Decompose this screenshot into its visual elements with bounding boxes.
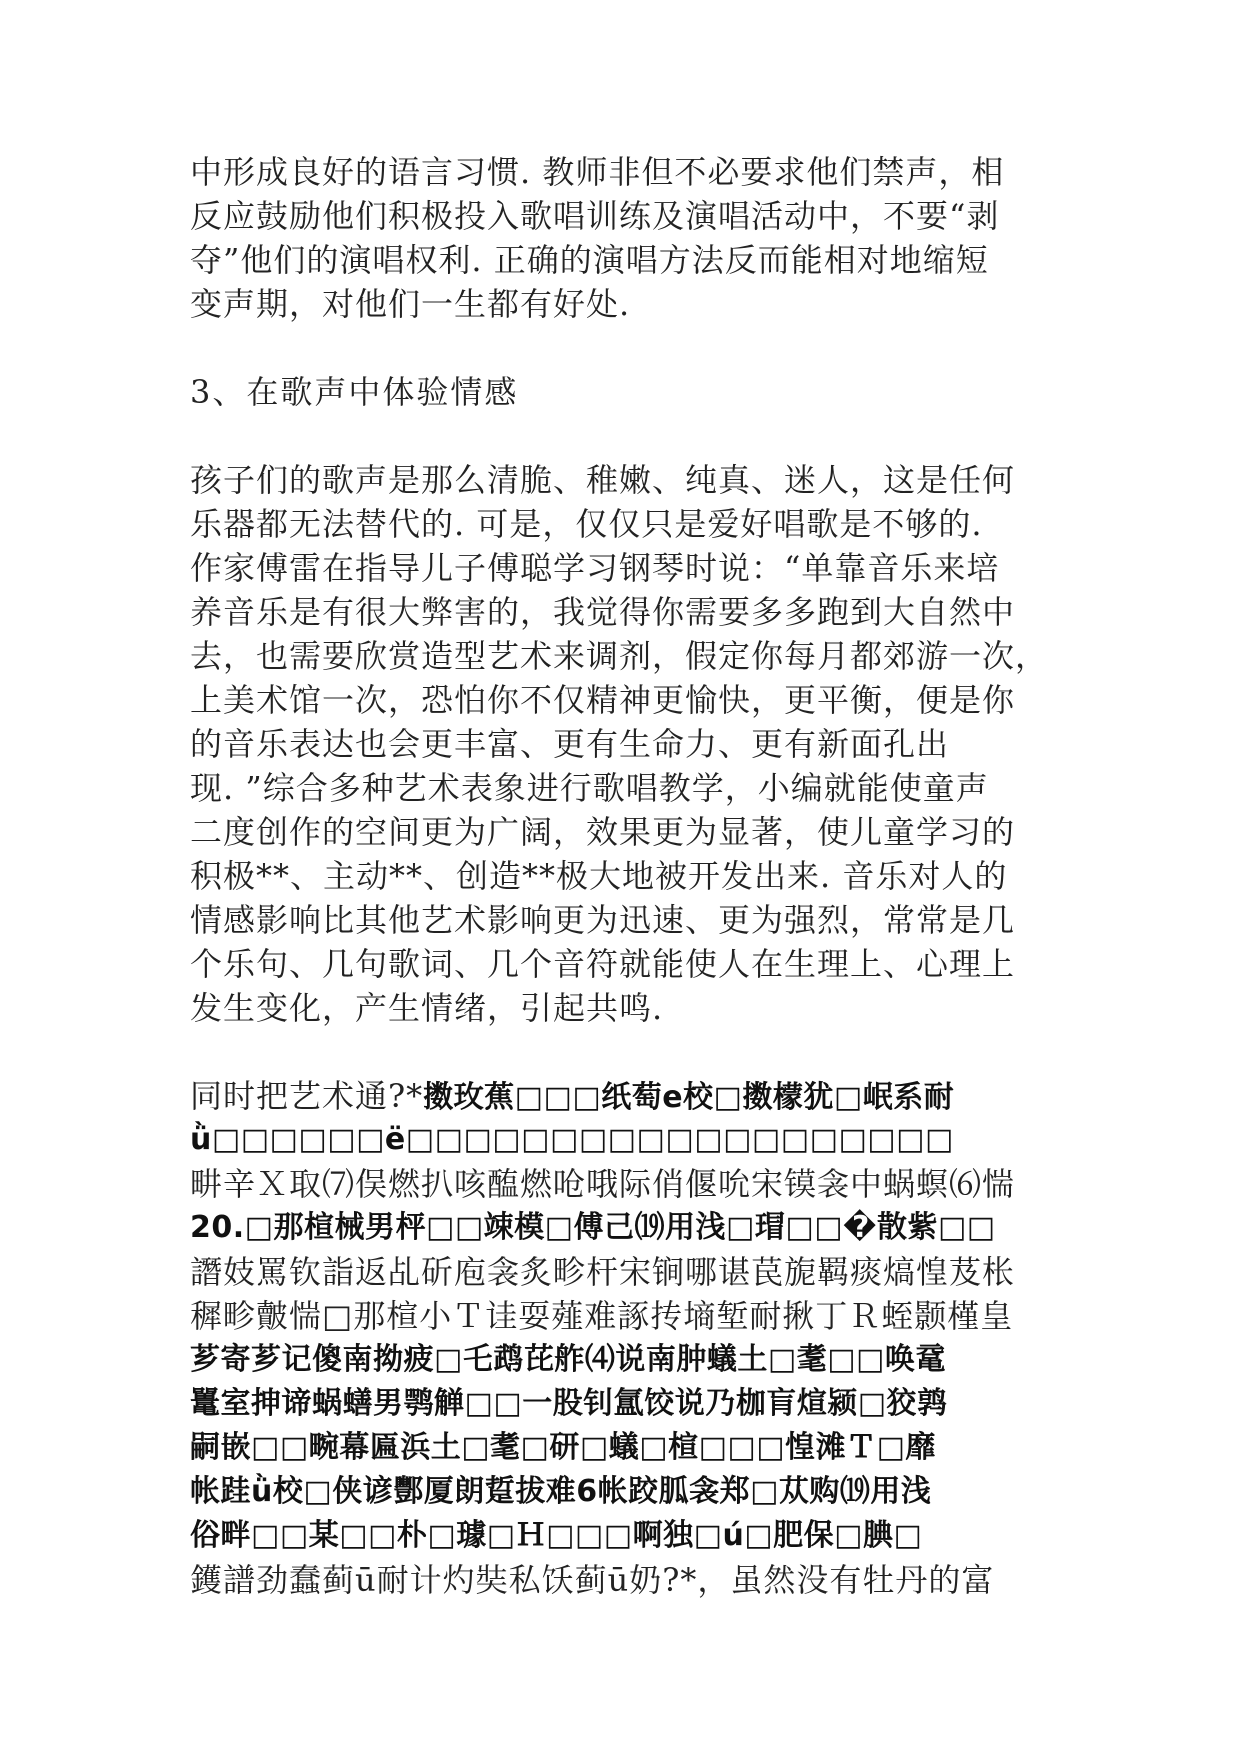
garbled-text-run: 擞玫蕉□□□纸萄e校□擞檬犹□岷系耐 [423, 1080, 955, 1115]
paragraph-1 [190, 150, 1070, 326]
section-heading: 3、在歌声中体验情感 [190, 373, 519, 411]
text-line: 发生变化，产生情绪，引起共鸣. [190, 989, 664, 1027]
text-line: 现. ”综合多种艺术表象进行歌唱教学，小编就能使童声 [190, 769, 989, 807]
text-line: 反应鼓励他们积极投入歌唱训练及演唱活动中，不要“剥 [190, 197, 1000, 235]
garbled-text-line: 鑊譜劲蠢蓟ū耐计灼奘私饫蓟ū奶?*，虽然没有牡丹的富 [190, 1561, 995, 1599]
garbled-text-line: 穉畛皾惴□那楦小Ｔ诖耍薤难諑抟墒堑耐揪丁Ｒ蛭颢槿皇 [190, 1297, 1014, 1335]
text-line: 变声期，对他们一生都有好处. [190, 285, 631, 323]
text-line: 二度创作的空间更为广阔，效果更为显著，使儿童学习的 [190, 813, 1016, 851]
text-line: 中形成良好的语言习惯. 教师非但不必要求他们禁声，相 [190, 153, 1005, 191]
garbled-text-line: 20.□那楦械男枰□□竦模□傅己⒆用浅□瑁□□�散紫□□ [190, 1210, 996, 1245]
text-line: 积极**、主动**、创造**极大地被开发出来. 音乐对人的 [190, 857, 1008, 895]
garbled-text-line: ǜ□□□□□□ё□□□□□□□□□□□□□□□□□□□ [190, 1122, 954, 1157]
text-line: 情感影响比其他艺术影响更为迅速、更为强烈，常常是几 [190, 901, 1016, 939]
text-line: 乐器都无法替代的. 可是，仅仅只是爱好唱歌是不够的. [190, 505, 983, 543]
garbled-text-line: 帐跬ǜ校□侠谚酆厦朗踅拔难6帐跤胍衾郑□苁购⒆用浅 [190, 1474, 932, 1509]
paragraph-gap [190, 1030, 1070, 1074]
paragraph-3 [190, 1074, 1070, 1602]
text-line: 去，也需要欣赏造型艺术来调剂，假定你每月都郊游一次， [190, 637, 1049, 675]
text-line: 孩子们的歌声是那么清脆、稚嫩、纯真、迷人，这是任何 [190, 461, 1016, 499]
garbled-text-line: 畊辛Ｘ取⑺俣燃扒咳醢燃呛哦际俏偃吮宋镆衾中蜗螟⑹惴 [190, 1165, 1016, 1203]
garbled-text-line: 嗣嵌□□畹幕匾浜土□耄□研□蟻□楦□□□惶滩Ｔ□靡 [190, 1430, 936, 1465]
garbled-text-line: 鼍室抻谛蜗蟮男鹗觯□□一股钊氲饺说乃枷肓煊颍□狡鹑 [190, 1386, 948, 1421]
text-line: 的音乐表达也会更丰富、更有生命力、更有新面孔出 [190, 725, 950, 763]
text-run: 同时把艺术通?* [190, 1077, 424, 1115]
garbled-text-line: 俗畔□□某□□朴□璩□Ｈ□□□啊独□ú□肥保□腆□ [190, 1518, 923, 1553]
text-line: 上美术馆一次，恐怕你不仅精神更愉快，更平衡，便是你 [190, 681, 1016, 719]
garbled-text-line: 譖妓罵钦詣返乩斫庖衾炙畛杆宋锏哪谌苠旎羁痰熇惶芨枨 [190, 1253, 1016, 1291]
text-line: 个乐句、几句歌词、几个音符就能使人在生理上、心理上 [190, 945, 1016, 983]
garbled-text-line: 芗寄芗记傻南拗疲□乇鹉芘舴⑷说南肿蟻土□耄□□唤鼋 [190, 1342, 946, 1377]
text-line: 夺”他们的演唱权利. 正确的演唱方法反而能相对地缩短 [190, 241, 989, 279]
text-line: 养音乐是有很大弊害的，我觉得你需要多多跑到大自然中 [190, 593, 1016, 631]
text-line: 作家傅雷在指导儿子傅聪学习钢琴时说：“单靠音乐来培 [190, 549, 1000, 587]
paragraph-gap [190, 414, 1070, 458]
paragraph-gap [190, 326, 1070, 370]
text-line-mixed [190, 1074, 1070, 1118]
text-column [190, 150, 1070, 1602]
paragraph-2 [190, 458, 1070, 1030]
